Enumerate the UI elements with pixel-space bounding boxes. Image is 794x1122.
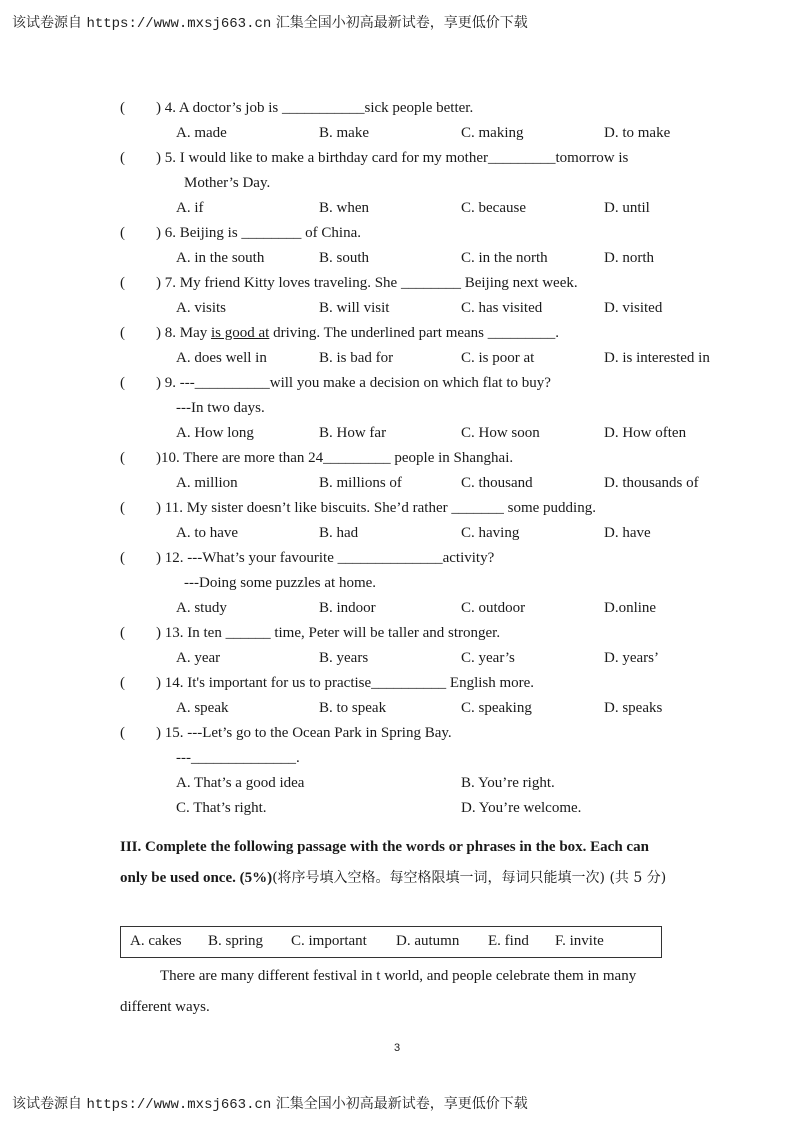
question-9: ( ) 9. ---__________will you make a decision on which flat to buy?	[120, 375, 551, 391]
word-option: D. autumn	[396, 933, 460, 949]
passage-line-1: There are many different festival in t world, and people celebrate them in many	[160, 968, 637, 984]
question-15: ( ) 15. ---Let’s go to the Ocean Park in Spring Bay.	[120, 725, 452, 741]
question-11: ( ) 11. My sister doesn’t like biscuits. She’d rather _______ some pudding.	[120, 500, 596, 516]
word-box	[120, 926, 662, 958]
options-14: A. speak B. to speak C. speaking D. speaks	[176, 700, 663, 716]
question-5: ( ) 5. I would like to make a birthday card for my mother_________tomorrow is	[120, 150, 629, 166]
options-9: A. How long B. How far C. How soon D. How often	[176, 425, 687, 441]
question-10: ( )10. There are more than 24_________ people in Shanghai.	[120, 450, 514, 466]
header-source-banner	[12, 12, 782, 32]
question-12-continuation: ---Doing some puzzles at home.	[184, 575, 377, 591]
question-12: ( ) 12. ---What’s your favourite ______________activity?	[120, 550, 495, 566]
options-12: A. study B. indoor C. outdoor D.online	[176, 600, 657, 616]
word-option: E. find	[488, 933, 529, 949]
options-7: A. visits B. will visit C. has visited D. visited	[176, 300, 663, 316]
question-8: ( ) 8. May is good at driving. The underlined part means _________.	[120, 325, 560, 341]
section-3-instructions: III. Complete the following passage with the words or phrases in the box. Each can only be used once. (5%)	[120, 839, 649, 886]
section-3-heading	[120, 832, 680, 894]
banner-prefix: 该试卷源自	[12, 15, 82, 31]
footer-source-banner	[12, 1093, 782, 1113]
word-option: F. invite	[555, 933, 604, 949]
options-4: A. made B. make C. making D. to make	[176, 125, 671, 141]
word-option: B. spring	[208, 933, 264, 949]
options-15-row1: A. That’s a good idea B. You’re right.	[176, 775, 555, 791]
question-7: ( ) 7. My friend Kitty loves traveling. She ________ Beijing next week.	[120, 275, 578, 291]
word-option: C. important	[291, 933, 367, 949]
banner-suffix: 汇集全国小初高最新试卷，享更低价下载	[275, 15, 528, 31]
question-13: ( ) 13. In ten ______ time, Peter will be taller and stronger.	[120, 625, 501, 641]
banner-suffix: 汇集全国小初高最新试卷，享更低价下载	[275, 1096, 528, 1112]
options-10: A. million B. millions of C. thousand D. thousands of	[176, 475, 699, 491]
options-6: A. in the south B. south C. in the north D. north	[176, 250, 654, 266]
page-number: 3	[393, 1042, 401, 1054]
question-5-continuation: Mother’s Day.	[184, 175, 271, 191]
questions-list	[120, 96, 710, 821]
question-15-continuation: ---______________.	[176, 750, 300, 766]
banner-url[interactable]: https://www.mxsj663.cn	[86, 1097, 272, 1113]
banner-prefix: 该试卷源自	[12, 1096, 82, 1112]
question-6: ( ) 6. Beijing is ________ of China.	[120, 225, 361, 241]
question-4: ( ) 4. A doctor’s job is ___________sick people better.	[120, 100, 474, 116]
options-11: A. to have B. had C. having D. have	[176, 525, 651, 541]
underlined-part: is good at	[211, 325, 270, 341]
question-9-continuation: ---In two days.	[176, 400, 265, 416]
options-15-row2: C. That’s right. D. You’re welcome.	[176, 800, 582, 816]
passage-line-2: different ways.	[120, 999, 210, 1015]
options-13: A. year B. years C. year’s D. years’	[176, 650, 659, 666]
options-5: A. if B. when C. because D. until	[176, 200, 650, 216]
options-8: A. does well in B. is bad for C. is poor at D. is interested in	[176, 350, 710, 366]
question-14: ( ) 14. It's important for us to practise__________ English more.	[120, 675, 535, 691]
section-3-instructions-cn: (将序号填入空格。每空格限填一词，每词只能填一次) (共 5 分)	[272, 870, 667, 886]
word-option: A. cakes	[130, 933, 182, 949]
passage	[120, 961, 680, 1023]
banner-url[interactable]: https://www.mxsj663.cn	[86, 16, 272, 32]
